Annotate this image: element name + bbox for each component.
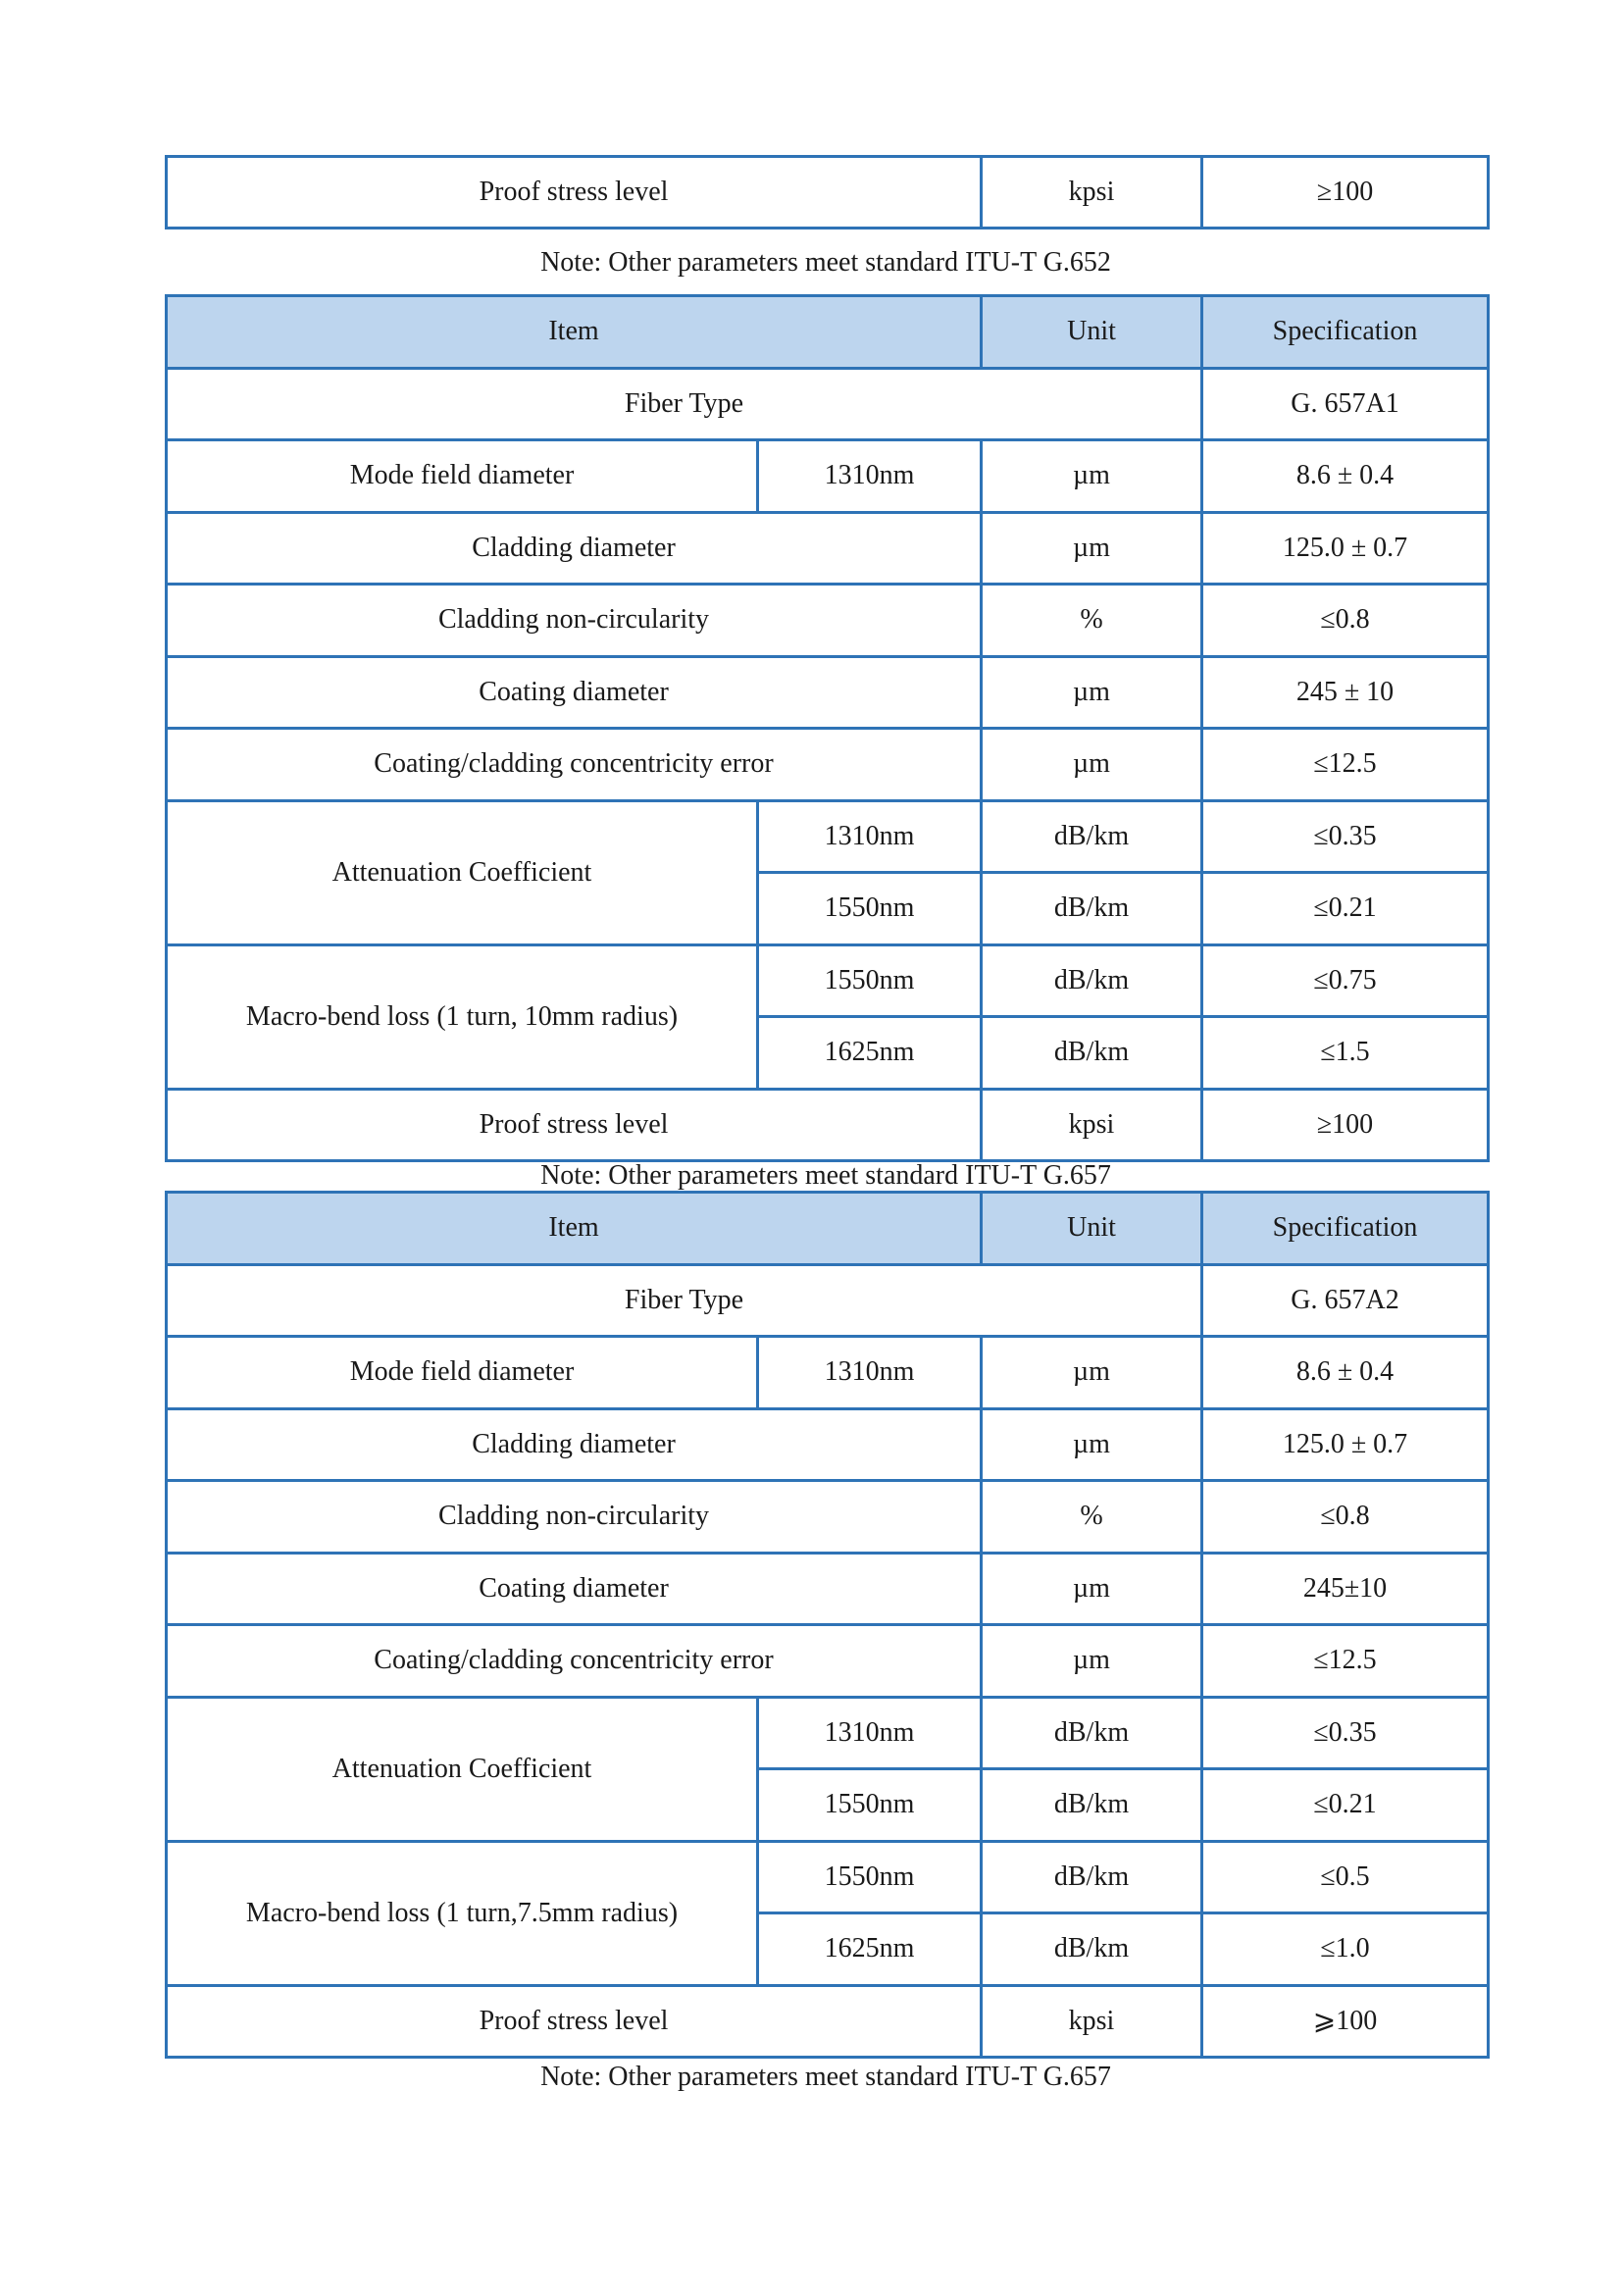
attenuation-spec: ≤0.35: [1202, 1697, 1489, 1769]
macrobend-wavelength: 1625nm: [758, 1913, 982, 1986]
proof-stress-label: Proof stress level: [167, 1985, 982, 2058]
cladding-diameter-label: Cladding diameter: [167, 1408, 982, 1481]
fiber-type-value: G. 657A1: [1202, 368, 1489, 440]
cladding-diameter-spec: 125.0 ± 0.7: [1202, 1408, 1489, 1481]
table-row: [167, 1625, 1489, 1698]
macrobend-label: Macro-bend loss (1 turn,7.5mm radius): [167, 1841, 758, 1985]
concentricity-error-unit: µm: [982, 1625, 1202, 1698]
macrobend-label: Macro-bend loss (1 turn, 10mm radius): [167, 944, 758, 1089]
attenuation-unit: dB/km: [982, 800, 1202, 873]
cladding-diameter-spec: 125.0 ± 0.7: [1202, 512, 1489, 585]
table-row: [167, 157, 1489, 229]
table-row: [167, 656, 1489, 729]
mode-field-spec: 8.6 ± 0.4: [1202, 440, 1489, 513]
macrobend-unit: dB/km: [982, 1913, 1202, 1986]
table-row: [167, 1337, 1489, 1409]
macrobend-spec: ≤0.5: [1202, 1841, 1489, 1913]
proof-stress-unit: kpsi: [982, 157, 1202, 229]
proof-stress-spec: ≥100: [1202, 1089, 1489, 1161]
proof-stress-spec: ⩾100: [1202, 1985, 1489, 2058]
header-specification: Specification: [1202, 1193, 1489, 1265]
cladding-diameter-unit: µm: [982, 1408, 1202, 1481]
note-g657-a1: Note: Other parameters meet standard ITU-T G.657: [540, 1160, 1111, 1191]
table-row: [167, 512, 1489, 585]
macrobend-spec: ≤1.5: [1202, 1017, 1489, 1090]
header-unit: Unit: [982, 296, 1202, 369]
header-item: Item: [167, 1193, 982, 1265]
table-row: [167, 368, 1489, 440]
header-specification: Specification: [1202, 296, 1489, 369]
fiber-type-label: Fiber Type: [167, 368, 1202, 440]
table-row: [167, 585, 1489, 657]
concentricity-error-spec: ≤12.5: [1202, 729, 1489, 801]
proof-stress-label: Proof stress level: [167, 1089, 982, 1161]
concentricity-error-spec: ≤12.5: [1202, 1625, 1489, 1698]
top-spec-table: [165, 155, 1490, 229]
macrobend-wavelength: 1550nm: [758, 1841, 982, 1913]
coating-diameter-label: Coating diameter: [167, 1553, 982, 1625]
macrobend-wavelength: 1625nm: [758, 1017, 982, 1090]
attenuation-label: Attenuation Coefficient: [167, 1697, 758, 1841]
note-g657-a2: Note: Other parameters meet standard ITU-T G.657: [540, 2062, 1111, 2092]
attenuation-unit: dB/km: [982, 873, 1202, 945]
table-row: [167, 729, 1489, 801]
coating-diameter-unit: µm: [982, 656, 1202, 729]
attenuation-wavelength: 1310nm: [758, 800, 982, 873]
mode-field-wavelength: 1310nm: [758, 440, 982, 513]
table-row: [167, 1697, 1489, 1769]
attenuation-unit: dB/km: [982, 1769, 1202, 1842]
g657a2-spec-table: [165, 1191, 1490, 2059]
fiber-type-label: Fiber Type: [167, 1264, 1202, 1337]
fiber-type-value: G. 657A2: [1202, 1264, 1489, 1337]
macrobend-unit: dB/km: [982, 944, 1202, 1017]
attenuation-spec: ≤0.35: [1202, 800, 1489, 873]
table-header-row: [167, 1193, 1489, 1265]
g657a1-spec-table: [165, 294, 1490, 1162]
mode-field-unit: µm: [982, 440, 1202, 513]
proof-stress-label: Proof stress level: [167, 157, 982, 229]
concentricity-error-label: Coating/cladding concentricity error: [167, 1625, 982, 1698]
table-row: [167, 1553, 1489, 1625]
cladding-diameter-unit: µm: [982, 512, 1202, 585]
mode-field-unit: µm: [982, 1337, 1202, 1409]
cladding-noncircularity-unit: %: [982, 585, 1202, 657]
cladding-diameter-label: Cladding diameter: [167, 512, 982, 585]
coating-diameter-label: Coating diameter: [167, 656, 982, 729]
mode-field-wavelength: 1310nm: [758, 1337, 982, 1409]
attenuation-unit: dB/km: [982, 1697, 1202, 1769]
table-header-row: [167, 296, 1489, 369]
attenuation-spec: ≤0.21: [1202, 873, 1489, 945]
table-row: [167, 800, 1489, 873]
table-row: [167, 1481, 1489, 1554]
coating-diameter-unit: µm: [982, 1553, 1202, 1625]
attenuation-wavelength: 1310nm: [758, 1697, 982, 1769]
header-item: Item: [167, 296, 982, 369]
note-g652: Note: Other parameters meet standard ITU-T G.652: [540, 247, 1111, 278]
attenuation-label: Attenuation Coefficient: [167, 800, 758, 944]
proof-stress-unit: kpsi: [982, 1089, 1202, 1161]
proof-stress-spec: ≥100: [1202, 157, 1489, 229]
header-unit: Unit: [982, 1193, 1202, 1265]
table-row: [167, 944, 1489, 1017]
table-row: [167, 440, 1489, 513]
cladding-noncircularity-unit: %: [982, 1481, 1202, 1554]
attenuation-wavelength: 1550nm: [758, 873, 982, 945]
cladding-noncircularity-spec: ≤0.8: [1202, 585, 1489, 657]
concentricity-error-unit: µm: [982, 729, 1202, 801]
cladding-noncircularity-spec: ≤0.8: [1202, 1481, 1489, 1554]
macrobend-unit: dB/km: [982, 1017, 1202, 1090]
macrobend-spec: ≤1.0: [1202, 1913, 1489, 1986]
table-row: [167, 1408, 1489, 1481]
macrobend-spec: ≤0.75: [1202, 944, 1489, 1017]
proof-stress-unit: kpsi: [982, 1985, 1202, 2058]
table-row: [167, 1841, 1489, 1913]
macrobend-wavelength: 1550nm: [758, 944, 982, 1017]
attenuation-wavelength: 1550nm: [758, 1769, 982, 1842]
mode-field-label: Mode field diameter: [167, 1337, 758, 1409]
cladding-noncircularity-label: Cladding non-circularity: [167, 1481, 982, 1554]
coating-diameter-spec: 245±10: [1202, 1553, 1489, 1625]
concentricity-error-label: Coating/cladding concentricity error: [167, 729, 982, 801]
coating-diameter-spec: 245 ± 10: [1202, 656, 1489, 729]
mode-field-label: Mode field diameter: [167, 440, 758, 513]
mode-field-spec: 8.6 ± 0.4: [1202, 1337, 1489, 1409]
cladding-noncircularity-label: Cladding non-circularity: [167, 585, 982, 657]
table-row: [167, 1985, 1489, 2058]
table-row: [167, 1089, 1489, 1161]
table-row: [167, 1264, 1489, 1337]
attenuation-spec: ≤0.21: [1202, 1769, 1489, 1842]
macrobend-unit: dB/km: [982, 1841, 1202, 1913]
